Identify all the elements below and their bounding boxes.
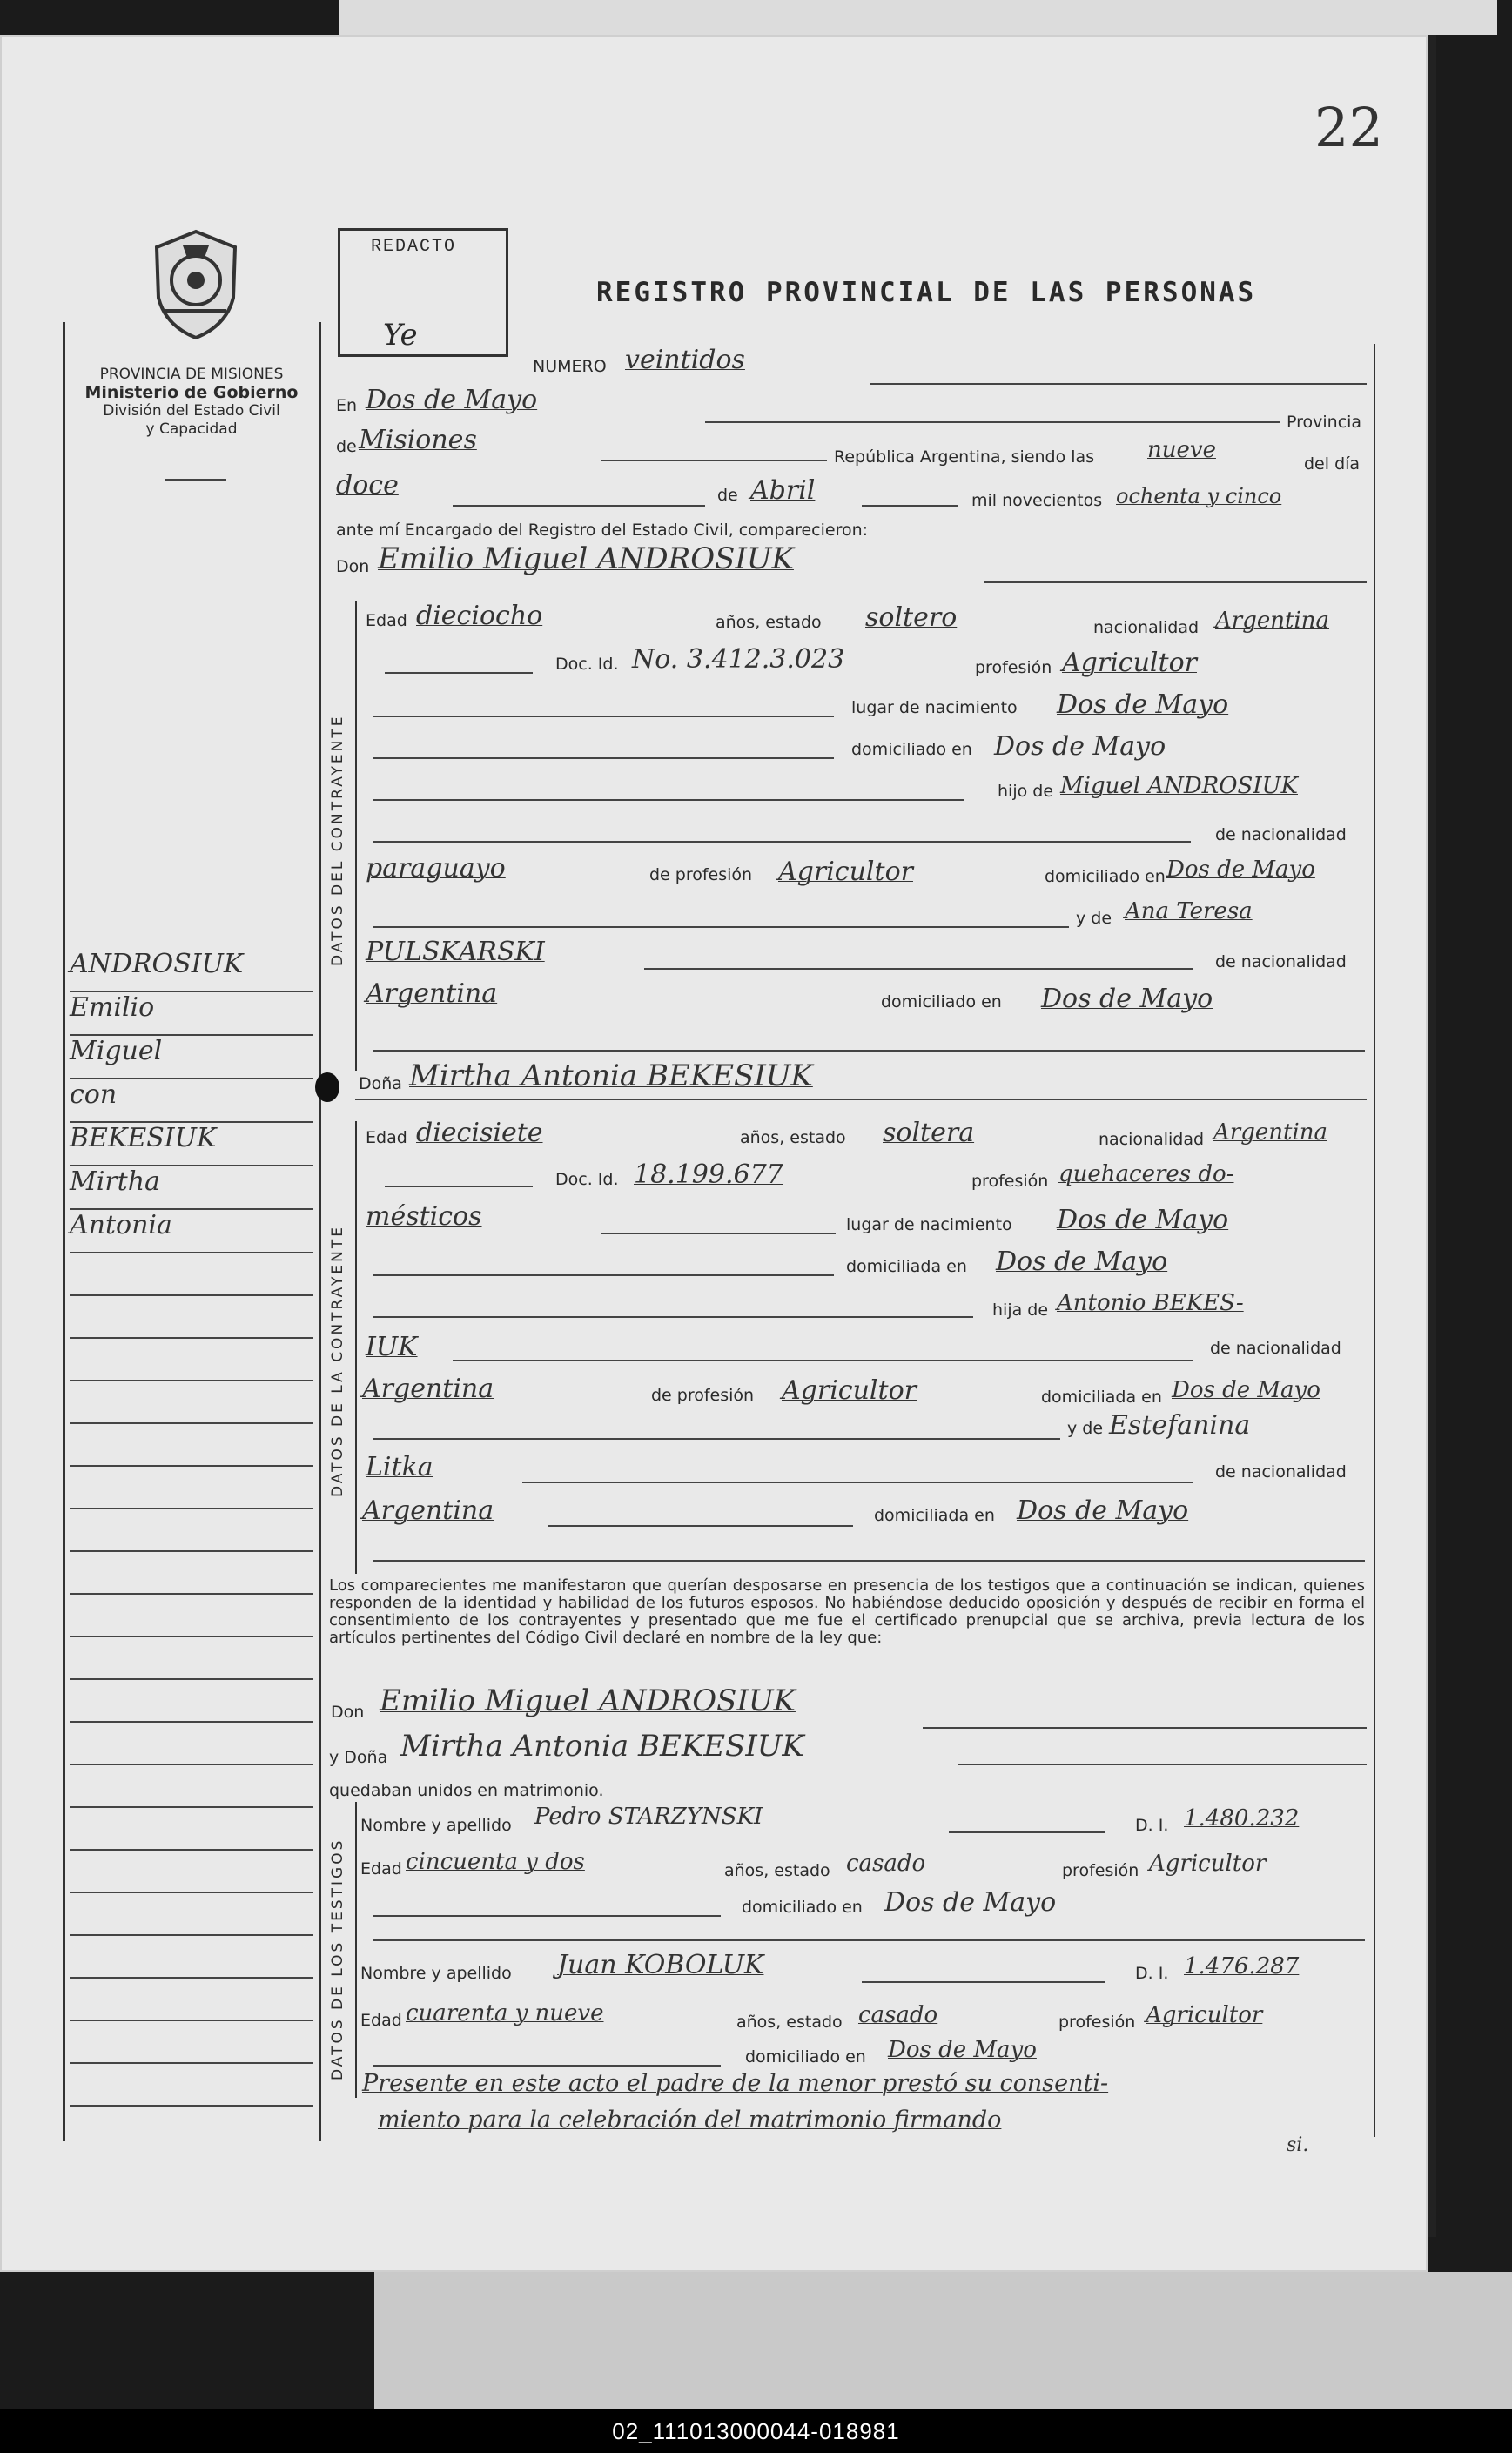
m-y-de-label: y de xyxy=(1067,1419,1104,1438)
ante-label: ante mí Encargado del Registro del Estado Civil, comparecieron: xyxy=(336,521,869,540)
t2-prof-label: profesión xyxy=(1058,2013,1136,2032)
m-doc: 18.199.677 xyxy=(634,1159,783,1190)
c-padre-dom-label: domiciliado en xyxy=(1045,867,1166,886)
m-padre-dom-label: domiciliada en xyxy=(1041,1388,1162,1407)
m-madre-nac: Argentina xyxy=(362,1495,494,1526)
t2-estado: casado xyxy=(858,2002,938,2028)
decl-dona-rule xyxy=(958,1764,1367,1765)
republica-label: República Argentina, siendo las xyxy=(834,447,1095,467)
c-madre-nac-label: de nacionalidad xyxy=(1215,952,1347,971)
document-title: REGISTRO PROVINCIAL DE LAS PERSONAS xyxy=(596,277,1257,308)
coat-of-arms-icon xyxy=(148,228,244,341)
del-dia-label: del día xyxy=(1304,454,1361,474)
c-edad: dieciocho xyxy=(416,601,543,631)
c-dom-label: domiciliado en xyxy=(851,740,972,759)
m-end-rule xyxy=(373,1560,1365,1562)
m-padre-dom: Dos de Mayo xyxy=(1172,1377,1320,1403)
anio-value: ochenta y cinco xyxy=(1116,484,1282,508)
c-dom-rule xyxy=(373,757,834,759)
nota-linea-2: miento para la celebración del matrimonio firmando xyxy=(378,2107,1002,2134)
t2-di-label: D. I. xyxy=(1135,1964,1169,1983)
m-estado: soltera xyxy=(883,1118,975,1148)
nota-linea-1: Presente en este acto el padre de la menor prestó su consenti- xyxy=(362,2070,1109,2097)
margin-note-line: Emilio xyxy=(70,992,313,1036)
m-dom-rule xyxy=(373,1274,834,1276)
m-nac-label: nacionalidad xyxy=(1099,1130,1205,1149)
t1-nombre-rule xyxy=(949,1831,1105,1833)
numero-value: veintidos xyxy=(625,345,745,375)
dia-rule xyxy=(453,505,705,507)
c-end-rule xyxy=(373,1050,1365,1052)
nota-linea-3: si. xyxy=(1287,2134,1309,2156)
c-padre-nac: paraguayo xyxy=(366,853,506,884)
contrayente-bracket xyxy=(355,601,357,1071)
m-madre-nac-rule xyxy=(522,1482,1193,1483)
c-padre-dom: Dos de Mayo xyxy=(1166,857,1315,883)
contrayente-nombre: Emilio Miguel ANDROSIUK xyxy=(378,541,794,576)
c-lugar-rule xyxy=(373,716,834,717)
margin-note-line: con xyxy=(70,1079,313,1123)
t2-nombre: Juan KOBOLUK xyxy=(557,1950,764,1980)
c-de-nac-label: de nacionalidad xyxy=(1215,825,1347,844)
ministry-line-4: y Capacidad xyxy=(145,420,238,438)
margin-note-line: Mirtha xyxy=(70,1166,313,1210)
t2-nombre-label: Nombre y apellido xyxy=(360,1964,512,1983)
c-madre-1: Ana Teresa xyxy=(1125,898,1253,924)
provincia-value: Misiones xyxy=(359,425,477,455)
c-madre-rule xyxy=(373,926,1069,928)
c-estado: soltero xyxy=(865,602,958,633)
c-madre-dom-label: domiciliado en xyxy=(881,992,1002,1011)
c-madre-dom: Dos de Mayo xyxy=(1041,984,1213,1014)
en-value: Dos de Mayo xyxy=(366,385,538,415)
margin-note-line: ANDROSIUK xyxy=(70,949,313,992)
ministry-line-1: PROVINCIA DE MISIONES xyxy=(99,366,284,383)
t2-dom-rule xyxy=(373,2065,721,2067)
decl-don-label: Don xyxy=(331,1703,365,1722)
margin-ruled-lines xyxy=(70,1253,313,2133)
decl-dona: Mirtha Antonia BEKESIUK xyxy=(400,1729,804,1764)
m-lugar-label: lugar de nacimiento xyxy=(846,1215,1012,1234)
en-rule xyxy=(705,421,1280,423)
t1-prof-label: profesión xyxy=(1062,1861,1139,1880)
t1-nombre-label: Nombre y apellido xyxy=(360,1816,512,1835)
m-madre-dom: Dos de Mayo xyxy=(1017,1495,1189,1526)
c-doc: No. 3.412.3.023 xyxy=(632,644,845,675)
quedaban-label: quedaban unidos en matrimonio. xyxy=(329,1781,604,1800)
ink-blot xyxy=(315,1072,339,1102)
t1-dom-label: domiciliado en xyxy=(742,1898,863,1917)
ministry-line-2: Ministerio de Gobierno xyxy=(84,383,299,402)
t1-estado: casado xyxy=(846,1851,926,1877)
m-doc-label: Doc. Id. xyxy=(555,1170,619,1189)
t1-di-label: D. I. xyxy=(1135,1816,1169,1835)
margin-note-line: Antonia xyxy=(70,1210,313,1253)
c-anios-label: años, estado xyxy=(716,613,822,632)
c-hijo-rule xyxy=(373,799,964,801)
m-nac: Argentina xyxy=(1213,1119,1327,1146)
t1-edad-label: Edad xyxy=(360,1859,402,1878)
contrayenta-side-label: DATOS DE LA CONTRAYENTE xyxy=(329,1225,346,1497)
c-madre-nac-rule xyxy=(644,968,1193,970)
contrayenta-nombre: Mirtha Antonia BEKESIUK xyxy=(409,1058,813,1093)
t2-nombre-rule xyxy=(862,1981,1105,1983)
decl-don-rule xyxy=(923,1727,1367,1729)
de-label: de xyxy=(336,437,357,456)
scan-top-strip xyxy=(339,0,1497,35)
t2-di: 1.476.287 xyxy=(1184,1953,1300,1979)
m-prof-2: mésticos xyxy=(366,1201,482,1232)
c-nac: Argentina xyxy=(1215,608,1329,634)
t2-dom: Dos de Mayo xyxy=(888,2037,1037,2063)
testigos-side-label: DATOS DE LOS TESTIGOS xyxy=(329,1838,346,2080)
don-label: Don xyxy=(336,557,370,576)
testigos-bracket xyxy=(355,1802,357,2098)
c-nac-label: nacionalidad xyxy=(1093,618,1200,637)
m-edad: diecisiete xyxy=(416,1118,543,1148)
m-dom: Dos de Mayo xyxy=(996,1247,1168,1277)
m-prof-label: profesión xyxy=(971,1172,1049,1191)
redacto-handwritten: Ye xyxy=(383,318,418,353)
t1-dom: Dos de Mayo xyxy=(884,1887,1057,1918)
mes-value: Abril xyxy=(750,475,816,506)
m-madre-dom-rule xyxy=(548,1525,853,1527)
m-anios-label: años, estado xyxy=(740,1128,846,1147)
c-madre-2: PULSKARSKI xyxy=(366,937,545,967)
ministry-block xyxy=(61,366,322,439)
m-madre-nac-label: de nacionalidad xyxy=(1215,1462,1347,1482)
contrayente-side-label: DATOS DEL CONTRAYENTE xyxy=(329,714,346,966)
t1-end-rule xyxy=(373,1939,1365,1941)
c-padre-prof: Agricultor xyxy=(778,857,913,887)
en-label: En xyxy=(336,396,358,415)
t2-dom-label: domiciliado en xyxy=(745,2047,866,2067)
m-padre-nac: Argentina xyxy=(362,1374,494,1404)
margin-note-line: Miguel xyxy=(70,1036,313,1079)
t1-dom-rule xyxy=(373,1915,721,1917)
mes-rule xyxy=(862,505,958,507)
scan-bottom-strip xyxy=(374,2272,1512,2420)
c-madre-nac: Argentina xyxy=(366,978,498,1009)
de-label-2: de xyxy=(717,486,738,505)
m-doc-rule xyxy=(385,1186,533,1187)
contrayenta-bracket xyxy=(355,1121,357,1574)
m-madre-dom-label: domiciliada en xyxy=(874,1506,995,1525)
dona-label: Doña xyxy=(359,1074,402,1093)
m-madre-2: Litka xyxy=(366,1452,433,1482)
t1-di: 1.480.232 xyxy=(1184,1805,1300,1831)
c-lugar: Dos de Mayo xyxy=(1057,689,1229,720)
redacto-label: REDACTO xyxy=(371,237,457,257)
c-doc-label: Doc. Id. xyxy=(555,655,619,674)
m-hija-rule xyxy=(373,1316,973,1318)
c-padre-nac-rule xyxy=(373,841,1191,843)
c-prof: Agricultor xyxy=(1062,648,1197,678)
margin-note-line: BEKESIUK xyxy=(70,1123,313,1166)
margin-note xyxy=(70,949,313,1253)
declaration-text: Los comparecientes me manifestaron que querían desposarse en presencia de los testigos que a continuación se indican, quienes responden de la identidad y habilidad de los futuros esposos. No habiéndose deducido oposición y después de recibir en forma el consentimiento de los contrayentes y presentado que me fue el certificado prenupcial que se archiva, previa lectura de los artículos pertinentes del Código Civil declaré en nombre de la ley que: xyxy=(329,1576,1365,1647)
t1-anios-label: años, estado xyxy=(724,1861,830,1880)
ministry-line-3: División del Estado Civil xyxy=(103,402,280,420)
c-lugar-label: lugar de nacimiento xyxy=(851,698,1018,717)
decl-don: Emilio Miguel ANDROSIUK xyxy=(380,1683,796,1718)
m-padre-nac-rule xyxy=(453,1360,1193,1361)
c-padre: Miguel ANDROSIUK xyxy=(1060,773,1298,799)
dia-value: doce xyxy=(336,470,399,501)
t1-nombre: Pedro STARZYNSKI xyxy=(534,1804,763,1830)
provincia-rule xyxy=(601,460,827,461)
m-dom-label: domiciliada en xyxy=(846,1257,967,1276)
c-y-de-label: y de xyxy=(1076,909,1112,928)
provincia-label: Provincia xyxy=(1287,413,1362,432)
m-prof-1: quehaceres do- xyxy=(1058,1161,1234,1187)
right-border-line xyxy=(1374,344,1375,2137)
c-dom: Dos de Mayo xyxy=(994,731,1166,762)
margin-line-left xyxy=(63,322,65,2141)
numero-label: NUMERO xyxy=(533,357,607,376)
m-lugar-rule xyxy=(601,1233,836,1234)
c-prof-label: profesión xyxy=(975,658,1052,677)
m-madre-rule xyxy=(373,1438,1060,1440)
c-de-prof-label: de profesión xyxy=(649,865,753,884)
ministry-rule xyxy=(165,479,226,481)
m-madre-1: Estefanina xyxy=(1109,1410,1251,1441)
mil-label: mil novecientos xyxy=(971,491,1103,510)
m-padre-1: Antonio BEKES- xyxy=(1057,1290,1244,1316)
t2-edad: cuarenta y nueve xyxy=(406,2000,604,2026)
m-lugar: Dos de Mayo xyxy=(1057,1205,1229,1235)
hora-value: nueve xyxy=(1147,437,1216,463)
m-de-nac-label: de nacionalidad xyxy=(1210,1339,1341,1358)
m-edad-label: Edad xyxy=(366,1128,407,1147)
m-padre-prof: Agricultor xyxy=(782,1375,917,1406)
dona-rule xyxy=(355,1099,1367,1100)
m-de-prof-label: de profesión xyxy=(651,1386,755,1405)
m-padre-2: IUK xyxy=(366,1332,418,1362)
t2-edad-label: Edad xyxy=(360,2011,402,2030)
margin-line-right xyxy=(319,322,321,2141)
t1-edad: cincuenta y dos xyxy=(406,1849,585,1875)
don-rule xyxy=(984,581,1367,583)
m-hija-label: hija de xyxy=(992,1300,1049,1320)
footer-id: 02_111013000044-018981 xyxy=(612,2418,900,2444)
numero-rule xyxy=(870,383,1367,385)
c-hijo-label: hijo de xyxy=(998,782,1054,801)
t1-prof: Agricultor xyxy=(1149,1851,1267,1877)
decl-dona-label: y Doña xyxy=(329,1748,388,1767)
c-edad-label: Edad xyxy=(366,611,407,630)
c-doc-rule xyxy=(385,672,533,674)
page-number: 22 xyxy=(1314,96,1383,159)
t2-anios-label: años, estado xyxy=(736,2013,843,2032)
t2-prof: Agricultor xyxy=(1146,2002,1263,2028)
